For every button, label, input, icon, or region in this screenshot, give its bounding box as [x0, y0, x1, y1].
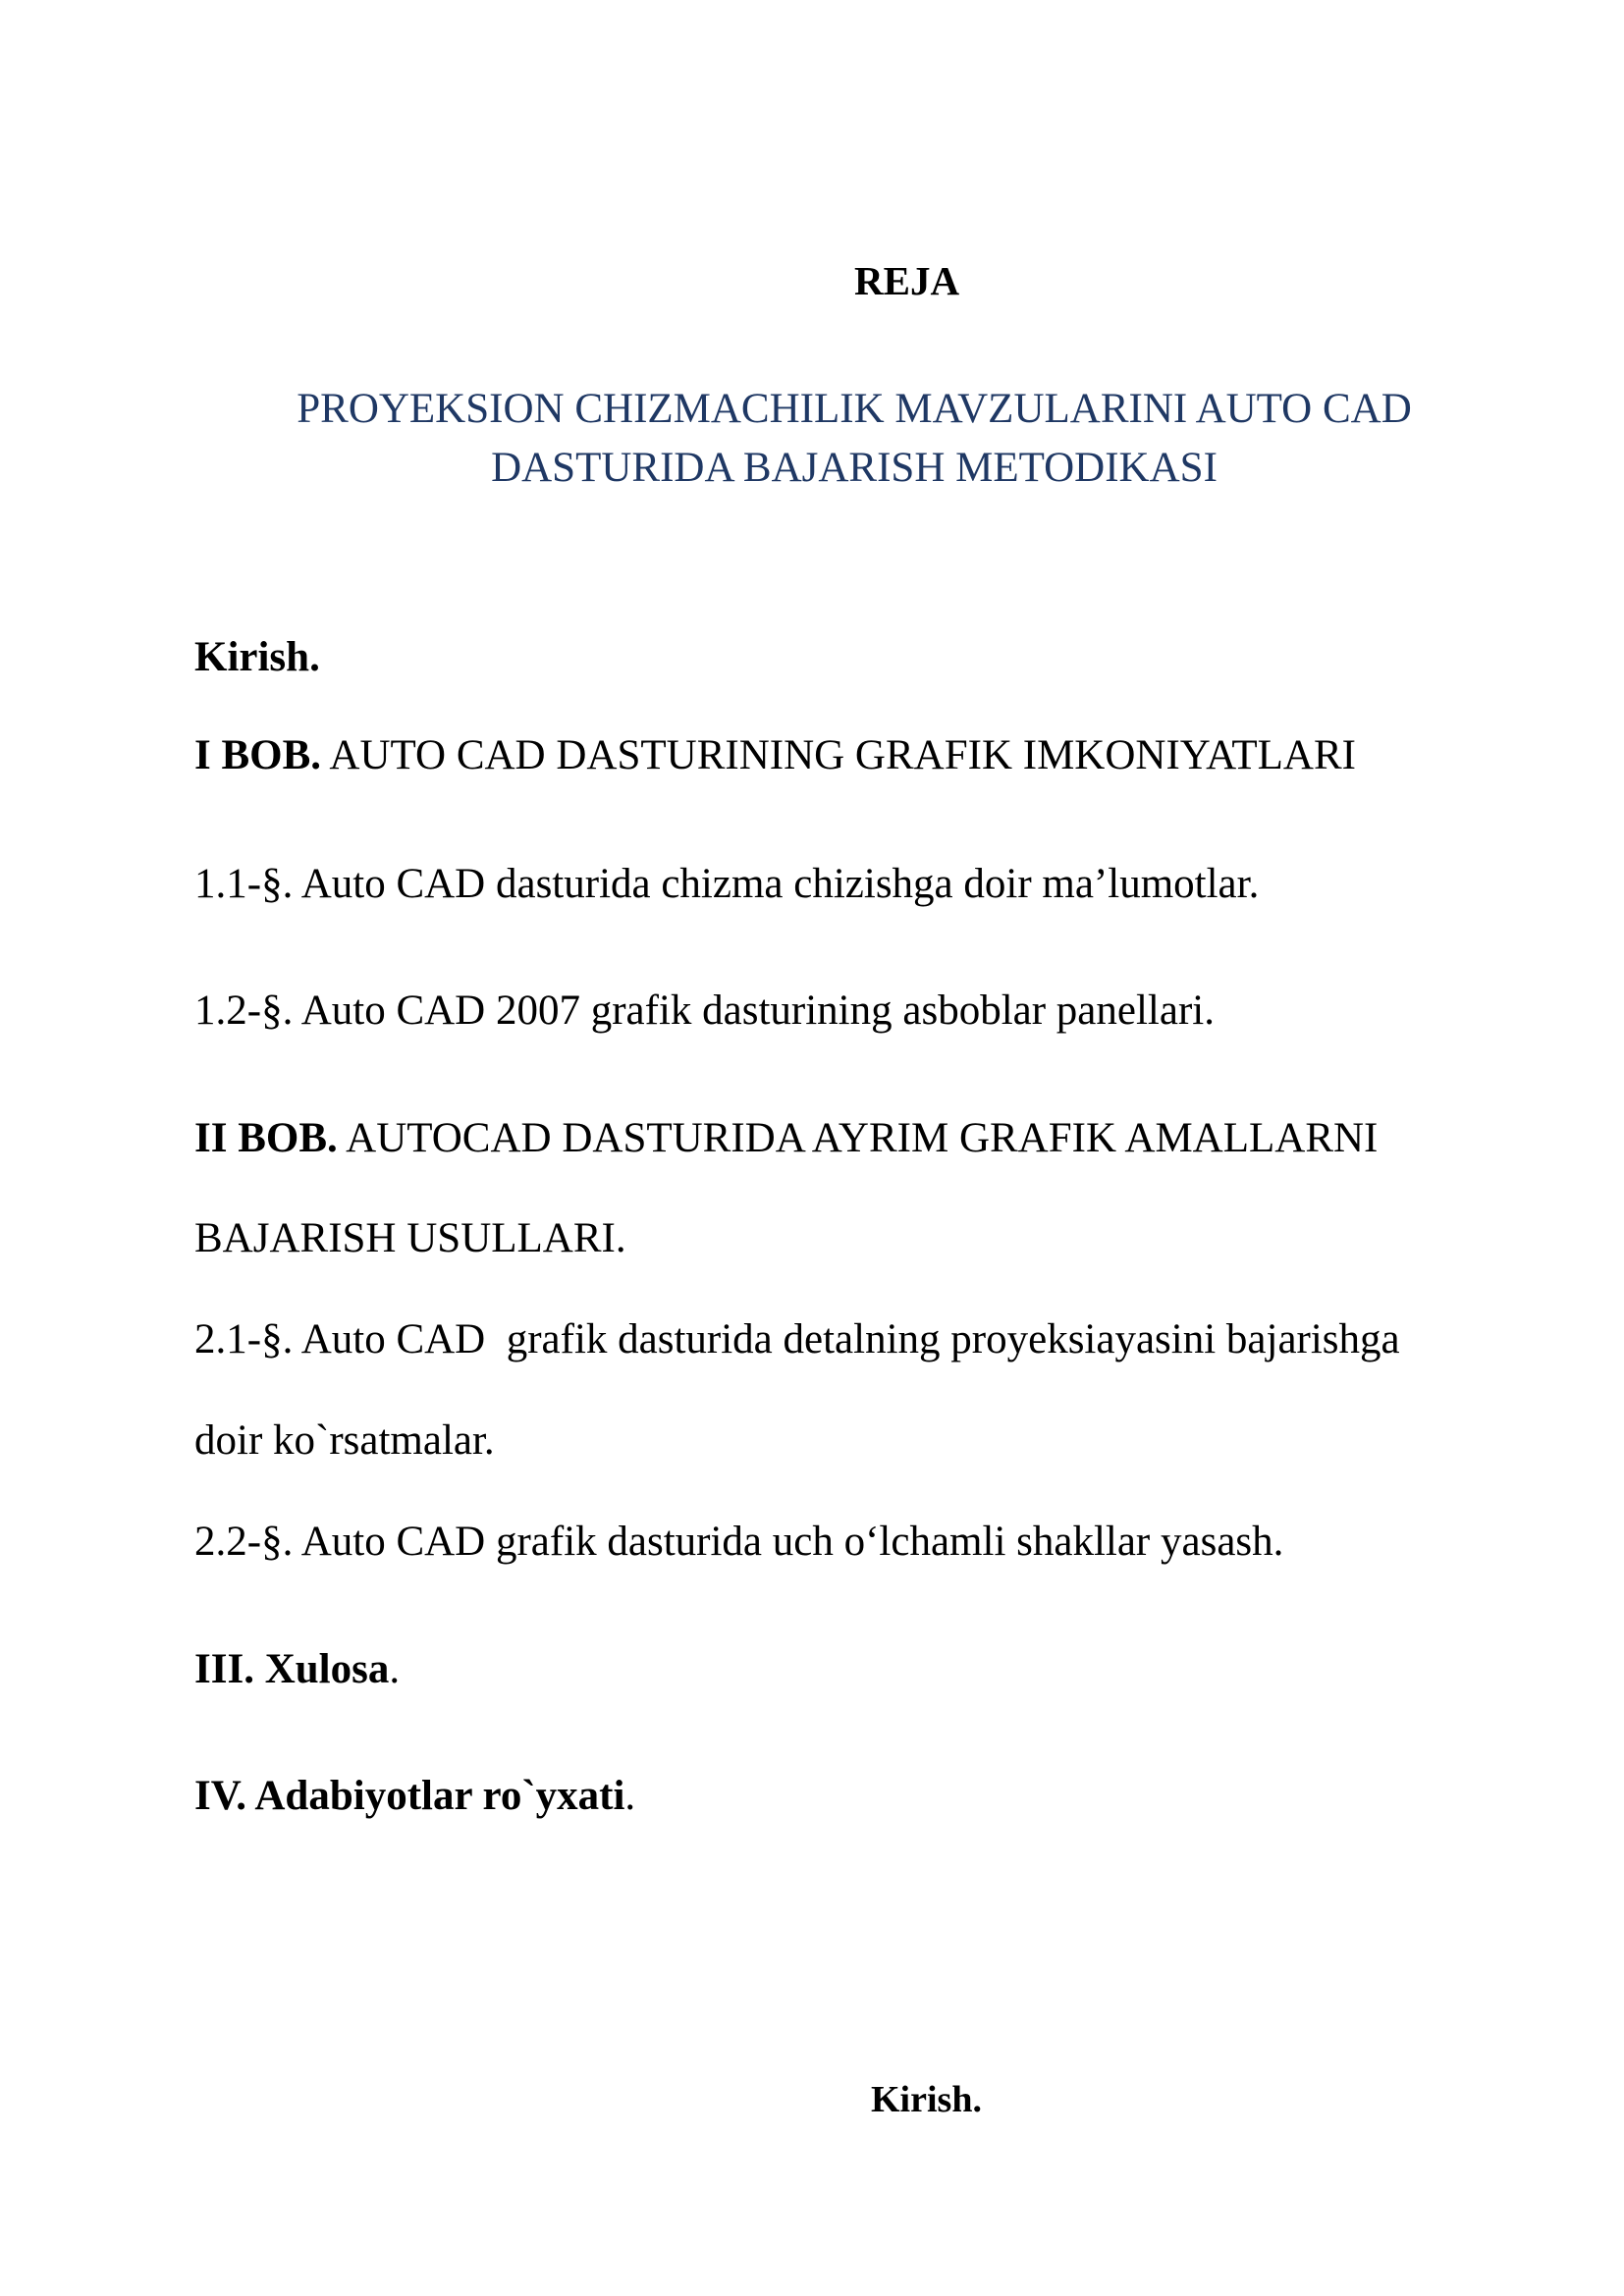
toc-chapter-1 — [194, 734, 1356, 776]
toc-conclusion-label: III. Xulosa — [194, 1646, 390, 1692]
toc-references — [194, 1775, 635, 1817]
toc-section-2-1-line-1: 2.1-§. Auto CAD grafik dasturida detalning proyeksiayasini bajarishga — [194, 1316, 1400, 1362]
toc-chapter-2-title-line-2: BAJARISH USULLARI. — [194, 1215, 626, 1261]
topic-title-line-2: DASTURIDA BAJARISH METODIKASI — [491, 445, 1218, 491]
toc-chapter-2-label: II BOB. — [194, 1115, 338, 1161]
toc-conclusion-dot: . — [389, 1646, 401, 1692]
toc-chapter-1-label: I BOB. — [194, 732, 322, 778]
toc-chapter-2 — [194, 1117, 1378, 1159]
toc-references-dot: . — [624, 1773, 636, 1819]
intro-section-heading: Kirish. — [871, 2079, 982, 2120]
toc-intro: Kirish. — [194, 634, 320, 680]
toc-chapter-2-title-line-1: AUTOCAD DASTURIDA AYRIM GRAFIK AMALLARNI — [337, 1115, 1379, 1161]
toc-section-2-2: 2.2-§. Auto CAD grafik dasturida uch o‘lchamli shakllar yasash. — [194, 1519, 1284, 1565]
topic-title-line-1: PROYEKSION CHIZMACHILIK MAVZULARINI AUTO CAD — [297, 386, 1412, 432]
toc-conclusion — [194, 1648, 400, 1690]
toc-references-label: IV. Adabiyotlar ro`yxati — [194, 1773, 625, 1819]
plan-heading: REJA — [854, 258, 960, 303]
toc-section-2-1-line-2: doir ko`rsatmalar. — [194, 1417, 495, 1464]
toc-chapter-1-title: AUTO CAD DASTURINING GRAFIK IMKONIYATLARI — [321, 732, 1356, 778]
toc-section-1-2: 1.2-§. Auto CAD 2007 grafik dasturining asboblar panellari. — [194, 988, 1215, 1034]
toc-section-1-1: 1.1-§. Auto CAD dasturida chizma chizishga doir ma’lumotlar. — [194, 861, 1260, 907]
